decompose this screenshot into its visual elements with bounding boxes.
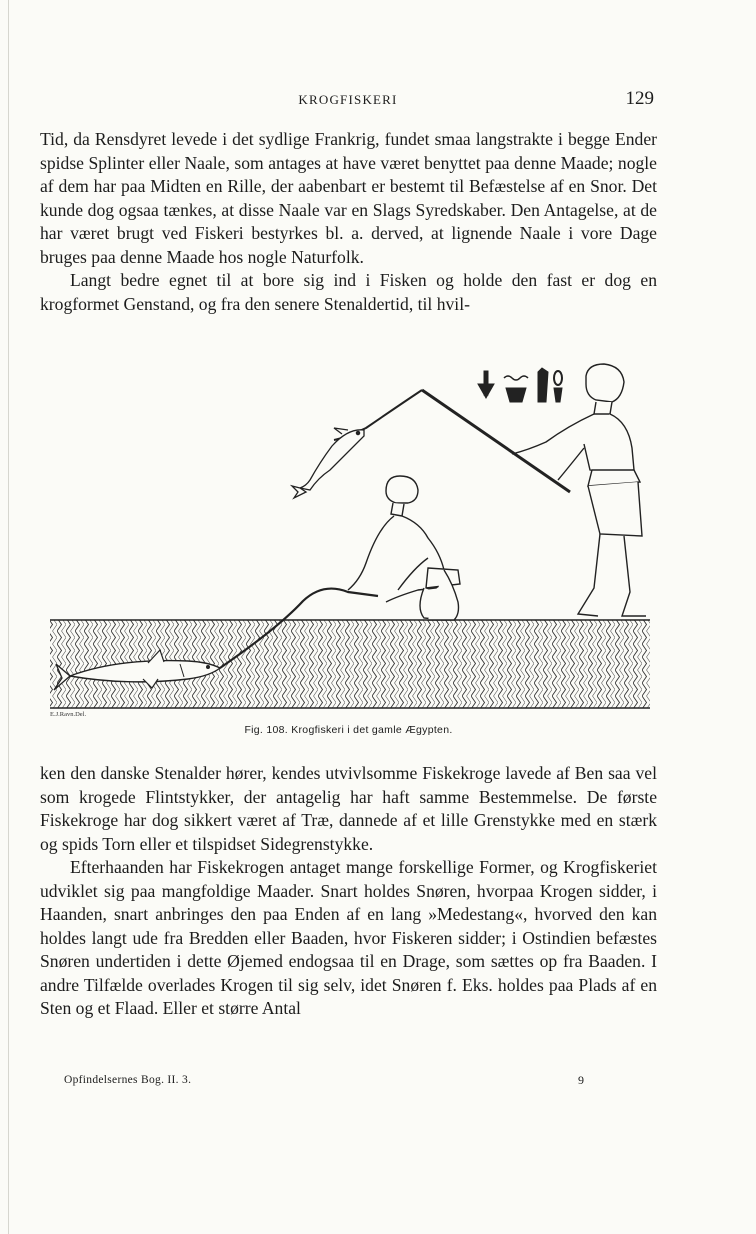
paragraph: Tid, da Rensdyret levede i det sydlige Frankrig, fundet smaa langstrakte i begge Ender spidse Splinter eller Naale, som antages at have været benyttet paa denne Maade; nogle af dem har paa Midten en Rille, der aabenbart er bestemt til Befæstelse af en Snor. Det kunde dog ogsaa tænkes, at disse Naale var en Slags Syredskaber. Den Antagelse, at de har været brugt ved Fiskeri bestyrkes bl. a. derved, at lignende Naale i vore Dage bruges paa denne Maade hos nogle Naturfolk. — [40, 129, 657, 267]
page-number: 129 — [625, 88, 654, 109]
running-title: KROGFISKERI — [298, 92, 398, 107]
footer-sheet-number: 9 — [578, 1073, 584, 1087]
figure-caption: Fig. 108. Krogfiskeri i det gamle Ægypten. — [244, 724, 453, 736]
page-header — [40, 88, 656, 112]
fish-in-air — [292, 428, 364, 498]
hieroglyph-inscription — [478, 368, 562, 402]
fishing-line-high — [334, 390, 422, 440]
paragraph: Efterhaanden har Fiskekrogen antaget mange forskellige Former, og Krogfiskeriet udviklet sig paa mangfoldige Maader. Snart holdes Snøren, hvorpaa Krogen sidder, i Haanden, snart anbringes den paa Enden af en lang »Medestang«, hvorved den kan holdes langt ude fra Bredden eller Baaden, hvor Fiskeren sidder; i Ostindien befæstes Snøren undertiden i dette Øjemed endogsaa til en Drage, som sættes op fra Baaden. I andre Tilfælde overlades Krogen til sig selv, idet Snøren f. Eks. holdes paa Plads af en Sten og et Flaad. Eller et større Antal — [40, 857, 657, 1018]
page-edge — [8, 0, 9, 1234]
paragraph: ken den danske Stenalder hører, kendes utvivlsomme Fiskekroge lavede af Ben saa vel som krogede Flintstykker, der antagelig har haft samme Bestemmelse. De første Fiskekroge har dog sikkert været af Træ, dannede af et lille Grenstykke med en stærk og spids Torn eller et tilspidset Sidegrenstykke. — [40, 763, 657, 854]
body-text-bottom — [40, 762, 657, 1021]
standing-fisherman — [512, 364, 646, 616]
fishing-illustration — [48, 358, 652, 718]
figure-egyptian-fishing — [48, 358, 652, 718]
body-text-top — [40, 128, 657, 316]
paragraph: Langt bedre egnet til at bore sig ind i Fisken og holde den fast er dog en krogformet Genstand, og fra den senere Stenaldertid, til hvil- — [40, 270, 657, 314]
seated-fisherman — [348, 476, 460, 620]
footer-signature: Opfindelsernes Bog. II. 3. — [64, 1074, 192, 1086]
artist-signature: E.J.Ravn.Del. — [50, 711, 87, 718]
